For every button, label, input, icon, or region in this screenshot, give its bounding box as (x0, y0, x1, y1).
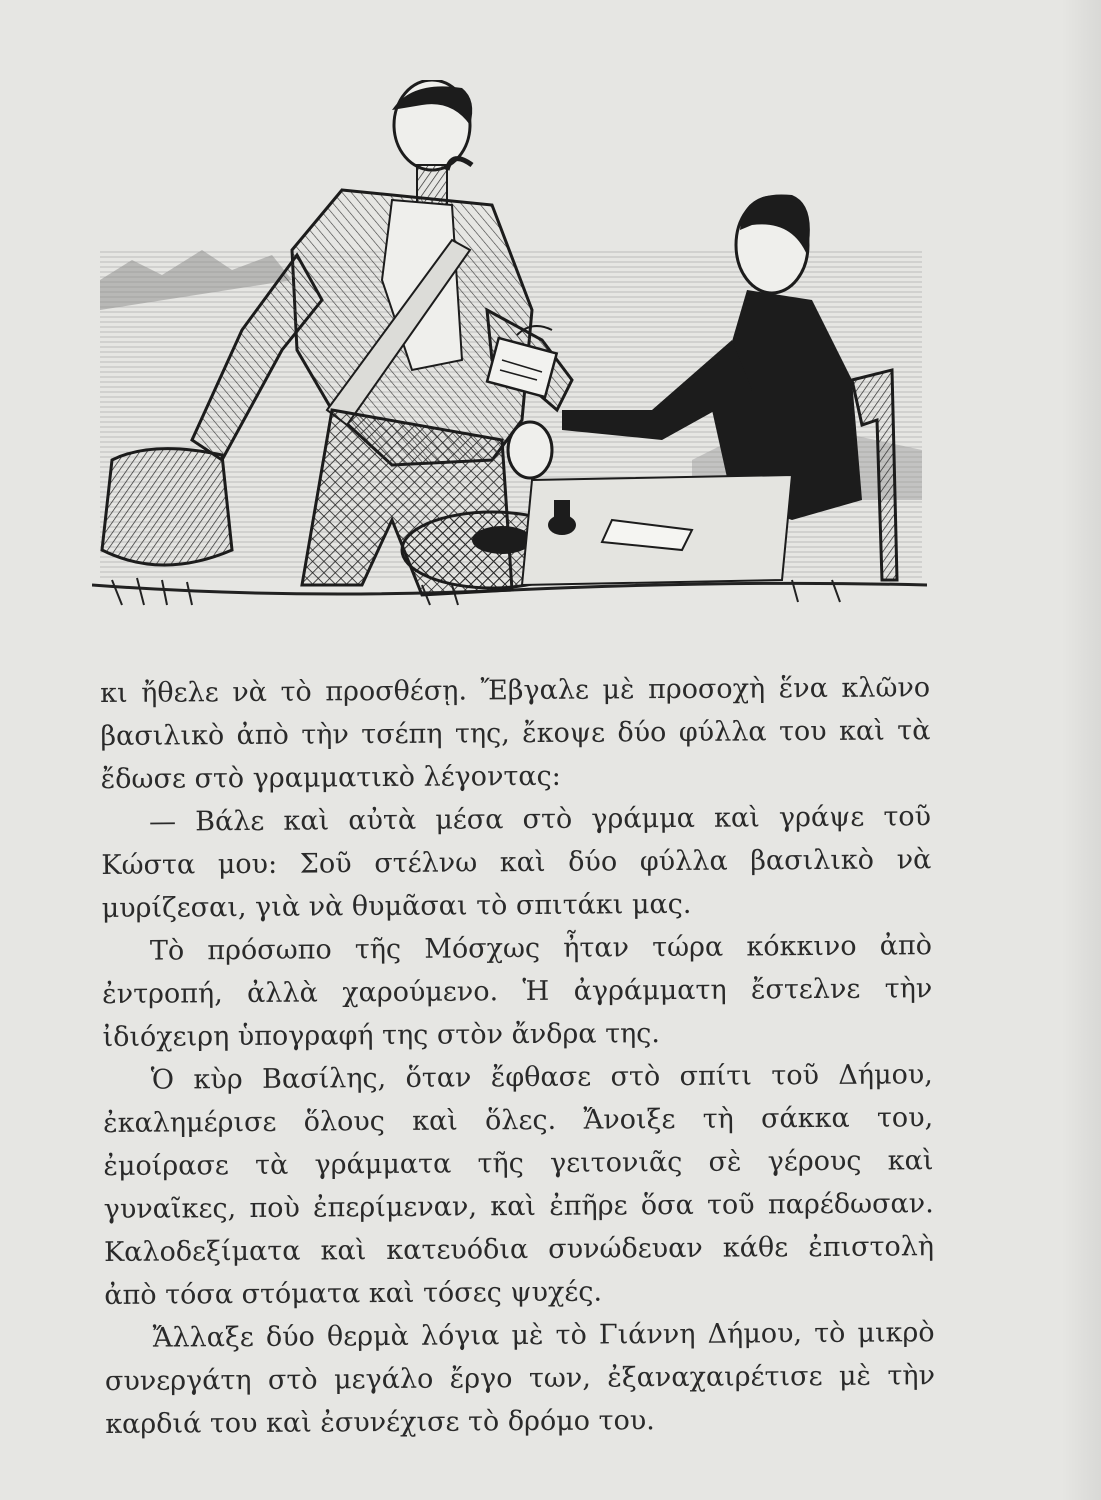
paragraph-1: κι ἤθελε νὰ τὸ προσθέσῃ. Ἔβγαλε μὲ προσοχὴ ἕνα κλῶνο βασιλικὸ ἀπὸ τὴν τσέπη της, ἔκοψε δύο φύλλα του καὶ τὰ ἔδωσε στὸ γραμματικὸ λέγοντας: (100, 672, 931, 795)
paragraph-5: Ἄλλαξε δύο θερμὰ λόγια μὲ τὸ Γιάννη Δήμου, τὸ μικρὸ συνεργάτη στὸ μεγάλο ἔργο των, ἐξαναχαιρέτισε μὲ τὴν καρδιά του καὶ ἐσυνέχισε τὸ δρόμο του. (104, 1317, 936, 1440)
desk (522, 475, 792, 585)
page-edge-shadow (1061, 0, 1101, 1500)
paragraph-4: Ὁ κὺρ Βασίλης, ὅταν ἔφθασε στὸ σπίτι τοῦ Δήμου, ἐκαλημέρισε ὅλους καὶ ὅλες. Ἄνοιξε τὴ σάκκα του, ἐμοίρασε τὰ γράμματα τῆς γειτονιᾶς σὲ γέρους καὶ γυναῖκες, ποὺ ἐπερίμεναν, καὶ ἐπῆρε ὅσα τοῦ παρέδωσαν. Καλοδεξίματα καὶ κατευόδια συνώδευαν κάθε ἐπιστολὴ ἀπὸ τόσα στόματα καὶ τόσες ψυχές. (103, 1059, 935, 1311)
paragraph-3: Τὸ πρόσωπο τῆς Μόσχως ἦταν τώρα κόκκινο ἀπὸ ἐντροπή, ἀλλὰ χαρούμενο. Ἡ ἀγράμματη ἔστελνε τὴν ἰδιόχειρη ὑπογραφή της στὸν ἄνδρα της. (102, 930, 933, 1053)
paragraph-2: — Βάλε καὶ αὐτὰ μέσα στὸ γράμμα καὶ γράψε τοῦ Κώστα μου: Σοῦ στέλνω καὶ δύο φύλλα βασιλικὸ νὰ μυρίζεσαι, γιὰ νὰ θυμᾶσαι τὸ σπιτάκι μας. (101, 801, 932, 924)
body-text (100, 666, 935, 1446)
woodcut-illustration (92, 80, 927, 610)
